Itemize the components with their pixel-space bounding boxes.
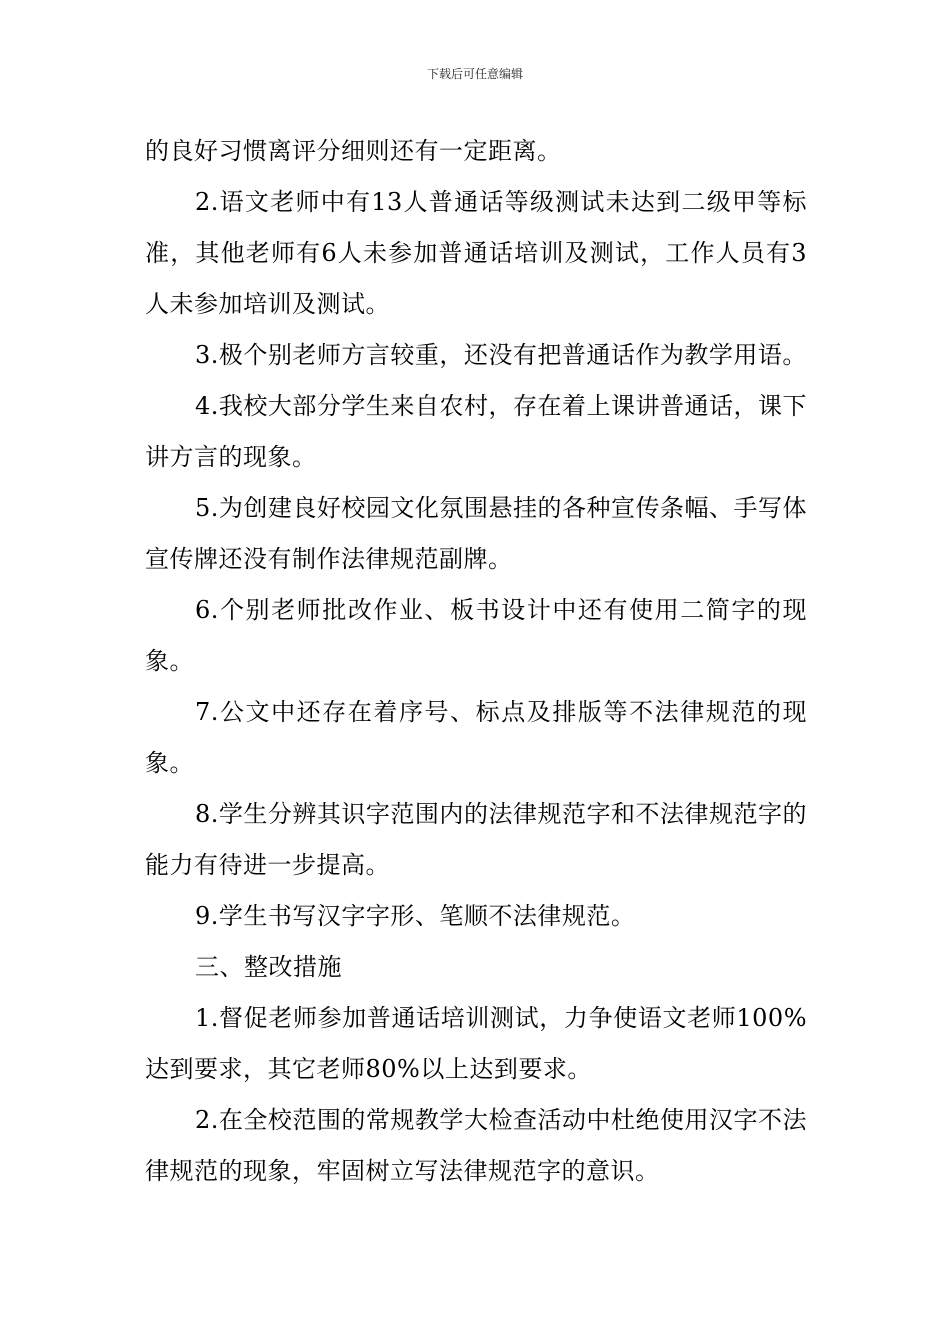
section-heading: 三、整改措施 [195,953,342,981]
list-item: 4.我校大部分学生来自农村，存在着上课讲普通话，课下讲方言的现象。 [145,392,807,471]
list-item: 8.学生分辨其识字范围内的法律规范字和不法律规范字的能力有待进一步提高。 [145,800,807,879]
list-item: 2.在全校范围的常规教学大检查活动中杜绝使用汉字不法律规范的现象，牢固树立写法律规范字的意识。 [145,1106,807,1185]
list-item: 1.督促老师参加普通话培训测试，力争使语文老师100%达到要求，其它老师80%以上达到要求。 [145,1004,807,1083]
paragraph: 的良好习惯离评分细则还有一定距离。 [145,137,562,165]
list-item: 7.公文中还存在着序号、标点及排版等不法律规范的现象。 [145,698,807,777]
list-item: 9.学生书写汉字字形、笔顺不法律规范。 [195,902,636,930]
page-header: 下载后可任意编辑 [426,67,523,81]
document-body [145,126,807,1197]
list-item: 5.为创建良好校园文化氛围悬挂的各种宣传条幅、手写体宣传牌还没有制作法律规范副牌。 [145,494,807,573]
list-item: 2.语文老师中有13人普通话等级测试未达到二级甲等标准，其他老师有6人未参加普通话培训及测试，工作人员有3人未参加培训及测试。 [145,188,807,318]
list-item: 3.极个别老师方言较重，还没有把普通话作为教学用语。 [195,341,807,369]
list-item: 6.个别老师批改作业、板书设计中还有使用二简字的现象。 [145,596,807,675]
